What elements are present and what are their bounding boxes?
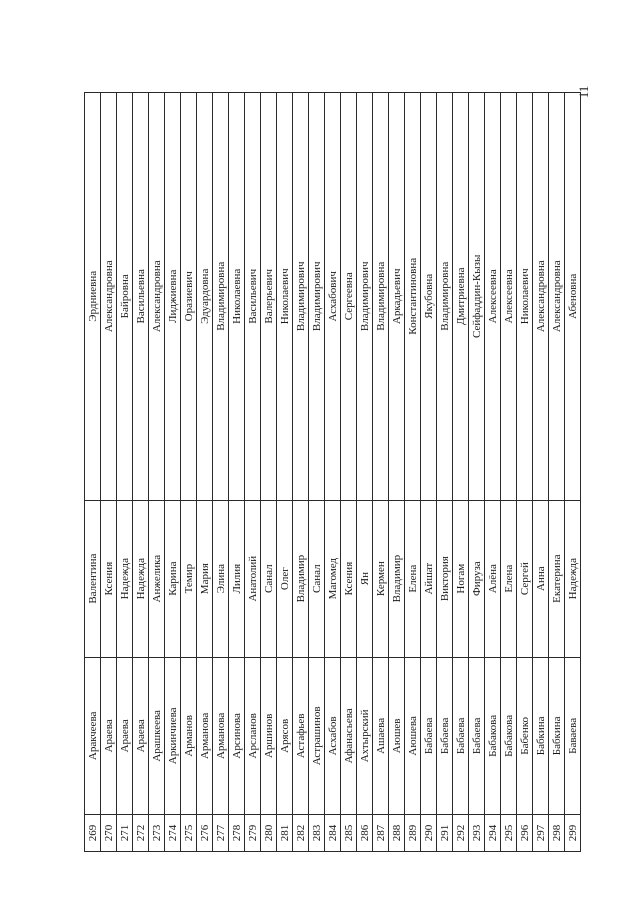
- registry-table: [84, 92, 579, 852]
- last-name-cell: Арашкеева: [149, 657, 165, 814]
- names-table: [84, 92, 581, 852]
- row-number-cell: 273: [149, 814, 165, 851]
- middle-name-cell: Владимирович: [357, 93, 373, 501]
- table-row: [245, 93, 261, 852]
- table-row: [565, 93, 581, 852]
- table-row: [309, 93, 325, 852]
- middle-name-cell: Алексеевна: [501, 93, 517, 501]
- row-number-cell: 288: [389, 814, 405, 851]
- first-name-cell: Элина: [213, 500, 229, 657]
- first-name-cell: Ян: [357, 500, 373, 657]
- table-row: [517, 93, 533, 852]
- table-body: [85, 93, 581, 852]
- middle-name-cell: Васильевич: [245, 93, 261, 501]
- first-name-cell: Владимир: [389, 500, 405, 657]
- row-number-cell: 274: [165, 814, 181, 851]
- middle-name-cell: Александровна: [101, 93, 117, 501]
- first-name-cell: Елена: [501, 500, 517, 657]
- first-name-cell: Ногам: [453, 500, 469, 657]
- middle-name-cell: Эрдниевна: [85, 93, 101, 501]
- last-name-cell: Бабаева: [453, 657, 469, 814]
- table-row: [277, 93, 293, 852]
- row-number-cell: 272: [133, 814, 149, 851]
- row-number-cell: 293: [469, 814, 485, 851]
- table-row: [197, 93, 213, 852]
- middle-name-cell: Николаевич: [277, 93, 293, 501]
- last-name-cell: Ахтырский: [357, 657, 373, 814]
- table-row: [341, 93, 357, 852]
- last-name-cell: Аракчеева: [85, 657, 101, 814]
- table-row: [533, 93, 549, 852]
- row-number-cell: 292: [453, 814, 469, 851]
- last-name-cell: Арсланов: [245, 657, 261, 814]
- row-number-cell: 276: [197, 814, 213, 851]
- middle-name-cell: Владимирович: [293, 93, 309, 501]
- rotated-table-frame: [84, 92, 579, 852]
- first-name-cell: Карина: [165, 500, 181, 657]
- row-number-cell: 275: [181, 814, 197, 851]
- middle-name-cell: Байровна: [117, 93, 133, 501]
- table-row: [133, 93, 149, 852]
- first-name-cell: Магомед: [325, 500, 341, 657]
- first-name-cell: Надежда: [565, 500, 581, 657]
- last-name-cell: Араева: [101, 657, 117, 814]
- middle-name-cell: Николаевна: [229, 93, 245, 501]
- last-name-cell: Асхабов: [325, 657, 341, 814]
- row-number-cell: 291: [437, 814, 453, 851]
- table-row: [101, 93, 117, 852]
- middle-name-cell: Якубовна: [421, 93, 437, 501]
- middle-name-cell: Валерьевич: [261, 93, 277, 501]
- table-row: [373, 93, 389, 852]
- middle-name-cell: Александровна: [149, 93, 165, 501]
- last-name-cell: Арсинова: [229, 657, 245, 814]
- middle-name-cell: Владимировна: [437, 93, 453, 501]
- first-name-cell: Кермен: [373, 500, 389, 657]
- middle-name-cell: Аркадьевич: [389, 93, 405, 501]
- table-row: [261, 93, 277, 852]
- middle-name-cell: Лиджиевна: [165, 93, 181, 501]
- last-name-cell: Арясов: [277, 657, 293, 814]
- first-name-cell: Анжелика: [149, 500, 165, 657]
- table-row: [437, 93, 453, 852]
- first-name-cell: Мария: [197, 500, 213, 657]
- row-number-cell: 290: [421, 814, 437, 851]
- last-name-cell: Бабкина: [533, 657, 549, 814]
- last-name-cell: Астрашинов: [309, 657, 325, 814]
- row-number-cell: 277: [213, 814, 229, 851]
- row-number-cell: 280: [261, 814, 277, 851]
- table-row: [389, 93, 405, 852]
- last-name-cell: Бабакова: [501, 657, 517, 814]
- table-row: [85, 93, 101, 852]
- middle-name-cell: Константиновна: [405, 93, 421, 501]
- page-number: 11: [576, 85, 591, 99]
- last-name-cell: Аюшева: [405, 657, 421, 814]
- first-name-cell: Ксения: [101, 500, 117, 657]
- last-name-cell: Аркинчиева: [165, 657, 181, 814]
- row-number-cell: 289: [405, 814, 421, 851]
- table-row: [229, 93, 245, 852]
- last-name-cell: Араева: [133, 657, 149, 814]
- table-row: [357, 93, 373, 852]
- table-row: [181, 93, 197, 852]
- last-name-cell: Арманов: [181, 657, 197, 814]
- table-row: [485, 93, 501, 852]
- row-number-cell: 295: [501, 814, 517, 851]
- first-name-cell: Надежда: [117, 500, 133, 657]
- last-name-cell: Араева: [117, 657, 133, 814]
- last-name-cell: Афанасьева: [341, 657, 357, 814]
- row-number-cell: 279: [245, 814, 261, 851]
- row-number-cell: 296: [517, 814, 533, 851]
- middle-name-cell: Оразиевич: [181, 93, 197, 501]
- last-name-cell: Аюшев: [389, 657, 405, 814]
- last-name-cell: Баваева: [565, 657, 581, 814]
- middle-name-cell: Николаевич: [517, 93, 533, 501]
- middle-name-cell: Алексеевна: [485, 93, 501, 501]
- table-row: [325, 93, 341, 852]
- table-row: [549, 93, 565, 852]
- row-number-cell: 270: [101, 814, 117, 851]
- row-number-cell: 282: [293, 814, 309, 851]
- row-number-cell: 271: [117, 814, 133, 851]
- middle-name-cell: Владимировна: [373, 93, 389, 501]
- last-name-cell: Бабаева: [437, 657, 453, 814]
- last-name-cell: Бабакова: [485, 657, 501, 814]
- row-number-cell: 299: [565, 814, 581, 851]
- table-row: [165, 93, 181, 852]
- middle-name-cell: Александровна: [533, 93, 549, 501]
- last-name-cell: Арманова: [213, 657, 229, 814]
- first-name-cell: Сергей: [517, 500, 533, 657]
- row-number-cell: 284: [325, 814, 341, 851]
- first-name-cell: Темир: [181, 500, 197, 657]
- table-row: [405, 93, 421, 852]
- first-name-cell: Олег: [277, 500, 293, 657]
- middle-name-cell: Владимирович: [309, 93, 325, 501]
- table-row: [453, 93, 469, 852]
- first-name-cell: Анна: [533, 500, 549, 657]
- first-name-cell: Санал: [261, 500, 277, 657]
- last-name-cell: Бабенко: [517, 657, 533, 814]
- middle-name-cell: Владимировна: [213, 93, 229, 501]
- row-number-cell: 287: [373, 814, 389, 851]
- first-name-cell: Владимир: [293, 500, 309, 657]
- row-number-cell: 281: [277, 814, 293, 851]
- first-name-cell: Ксения: [341, 500, 357, 657]
- table-row: [213, 93, 229, 852]
- table-row: [293, 93, 309, 852]
- middle-name-cell: Сергеевна: [341, 93, 357, 501]
- first-name-cell: Елена: [405, 500, 421, 657]
- middle-name-cell: Дмитриевна: [453, 93, 469, 501]
- row-number-cell: 294: [485, 814, 501, 851]
- first-name-cell: Айшат: [421, 500, 437, 657]
- first-name-cell: Анатолий: [245, 500, 261, 657]
- row-number-cell: 286: [357, 814, 373, 851]
- middle-name-cell: Сейфаддин-Кызы: [469, 93, 485, 501]
- table-row: [421, 93, 437, 852]
- last-name-cell: Аршинов: [261, 657, 277, 814]
- first-name-cell: Санал: [309, 500, 325, 657]
- first-name-cell: Алёна: [485, 500, 501, 657]
- row-number-cell: 278: [229, 814, 245, 851]
- first-name-cell: Фируза: [469, 500, 485, 657]
- row-number-cell: 297: [533, 814, 549, 851]
- row-number-cell: 283: [309, 814, 325, 851]
- last-name-cell: Бабаева: [421, 657, 437, 814]
- last-name-cell: Астафьев: [293, 657, 309, 814]
- row-number-cell: 298: [549, 814, 565, 851]
- table-row: [469, 93, 485, 852]
- row-number-cell: 285: [341, 814, 357, 851]
- table-row: [149, 93, 165, 852]
- middle-name-cell: Эдуардовна: [197, 93, 213, 501]
- middle-name-cell: Александровна: [549, 93, 565, 501]
- first-name-cell: Валентина: [85, 500, 101, 657]
- first-name-cell: Надежда: [133, 500, 149, 657]
- last-name-cell: Бабаева: [469, 657, 485, 814]
- table-row: [501, 93, 517, 852]
- middle-name-cell: Абеновна: [565, 93, 581, 501]
- middle-name-cell: Асхабович: [325, 93, 341, 501]
- last-name-cell: Арманова: [197, 657, 213, 814]
- last-name-cell: Ашаева: [373, 657, 389, 814]
- first-name-cell: Виктория: [437, 500, 453, 657]
- first-name-cell: Лилия: [229, 500, 245, 657]
- first-name-cell: Екатерина: [549, 500, 565, 657]
- table-row: [117, 93, 133, 852]
- last-name-cell: Бабкина: [549, 657, 565, 814]
- middle-name-cell: Васильевна: [133, 93, 149, 501]
- row-number-cell: 269: [85, 814, 101, 851]
